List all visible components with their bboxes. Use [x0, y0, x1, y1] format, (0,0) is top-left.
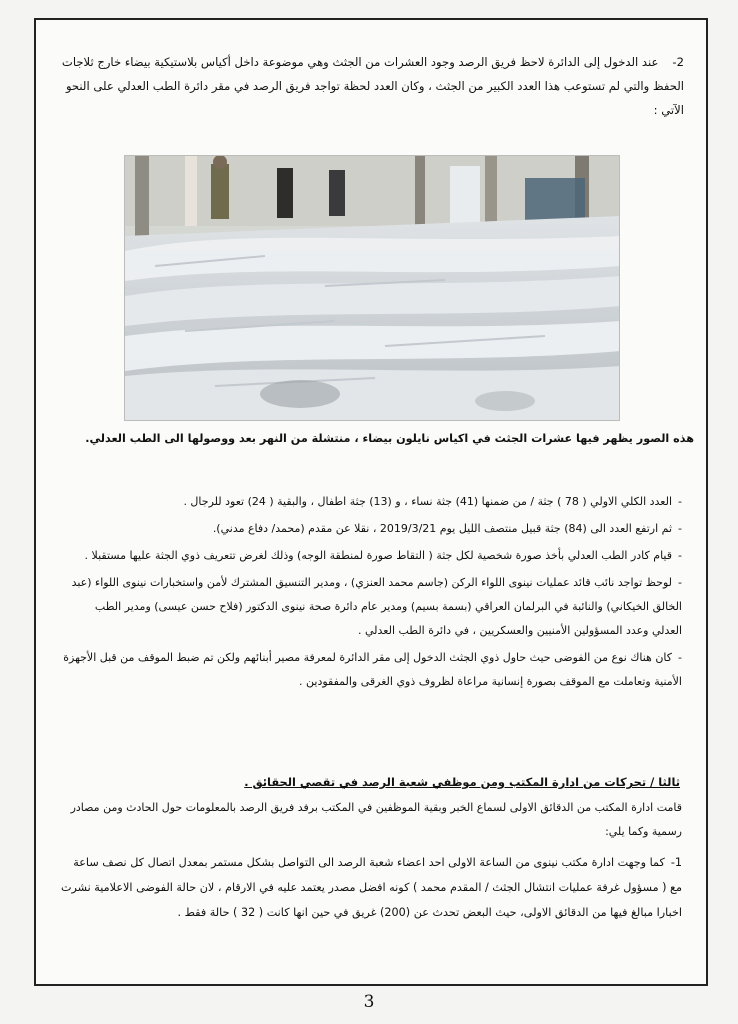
- page-frame: [34, 18, 708, 986]
- pillar: [135, 156, 149, 236]
- bullet-item: -العدد الكلي الاولي ( 78 ) جثة / من ضمنها (41) جثة نساء ، و (13) جثة اطفال ، والبقية ( 24) تعود للرجال .: [183, 495, 682, 508]
- page-number: 3: [363, 992, 375, 1012]
- bullet-item: -لوحظ تواجد نائب قائد عمليات نينوى اللواء الركن (جاسم محمد العنزي) ، ومدير التنسيق المشترك لأمن واستخبارات نينوى اللواء (عبد الخالق الخيكاني) والنائبة في البرلمان العراقي (بسمة بسيم) ومدير عام دائرة صحة نينوى الدكتور (فلاح حسن عيسى) ومدير الطب العدلي وعدد المسؤولين الأمنيين والعسكريين ، في دائرة الطب العدلي .: [71, 576, 682, 637]
- numbered-item-text: كما وجهت ادارة مكتب نينوى من الساعة الاولى احد اعضاء شعبة الرصد الى التواصل بشكل مستمر بمعدل اتصال كل نصف ساعة مع ( مسؤول غرفة عمليات انتشال الجثث / المقدم محمد ) كونه افضل مصدر يعتمد عليه في الارقام ، لان حالة الفوضى الاعلامية نشرت اخبارا مبالغ فيها من الدقائق الاولى، حيث البعض تحدث عن (200) غريق في حين انها كانت ( 32 ) حالة فقط .: [60, 856, 682, 919]
- bullet-item: -قيام كادر الطب العدلي بأخذ صورة شخصية لكل جثة ( التقاط صورة لمنطقة الوجه) وذلك لغرض تتعريف ذوي الجثة عليها مستقبلا .: [84, 549, 682, 562]
- bullet-item: -كان هناك نوع من الفوضى حيث حاول ذوي الجثث الدخول إلى مقر الدائرة لمعرفة مصير أبنائهم ولكن تم ضبط الموقف من قبل الأجهزة الأمنية وتعاملت مع الموقف بصورة إنسانية مراعاة لظروف ذوي الغرقى والمفقودين .: [63, 651, 682, 688]
- intro-text: عند الدخول إلى الدائرة لاحظ فريق الرصد وجود العشرات من الجثث وهي موضوعة داخل أكياس بلاستيكية بيضاء خارج ثلاجات الحفظ والتي لم تستوعب هذا العدد الكبير من الجثث ، وكان العدد لحظة تواجد فريق الرصد في مقر دائرة الطب العدلي على النحو الآتي :: [61, 55, 684, 117]
- person-figure: [329, 170, 345, 216]
- bullet-item: -ثم ارتفع العدد الى (84) جثة قبيل منتصف الليل يوم 2019/3/21 ، نقلا عن مقدم (محمد/ دفاع مدني).: [212, 522, 682, 535]
- section-heading: ثالثا / تحركات من ادارة المكتب ومن موظفي شعبة الرصد في تقصي الحقائق .: [244, 775, 680, 789]
- person-figure: [211, 164, 229, 219]
- person-figure: [277, 168, 293, 218]
- bullet-list: [62, 490, 682, 697]
- document-photo: [124, 155, 620, 421]
- person-figure: [450, 166, 480, 228]
- numbered-item-number: 1-: [670, 856, 682, 869]
- intro-number: 2-: [672, 55, 684, 69]
- section-paragraph: قامت ادارة المكتب من الدقائق الاولى لسماع الخبر وبقية الموظفين في المكتب برفد فريق الرصد بالمعلومات حول الحادث ومن مصادر رسمية وكما يلي:: [70, 801, 682, 838]
- photo-caption: هذه الصور يظهر فيها عشرات الجثث في اكياس نايلون بيضاء ، منتشلة من النهر بعد ووصولها الى الطب العدلي.: [85, 432, 694, 445]
- morgue-photo-illustration: [125, 156, 620, 421]
- intro-paragraph: [58, 50, 684, 122]
- numbered-item: [60, 850, 682, 925]
